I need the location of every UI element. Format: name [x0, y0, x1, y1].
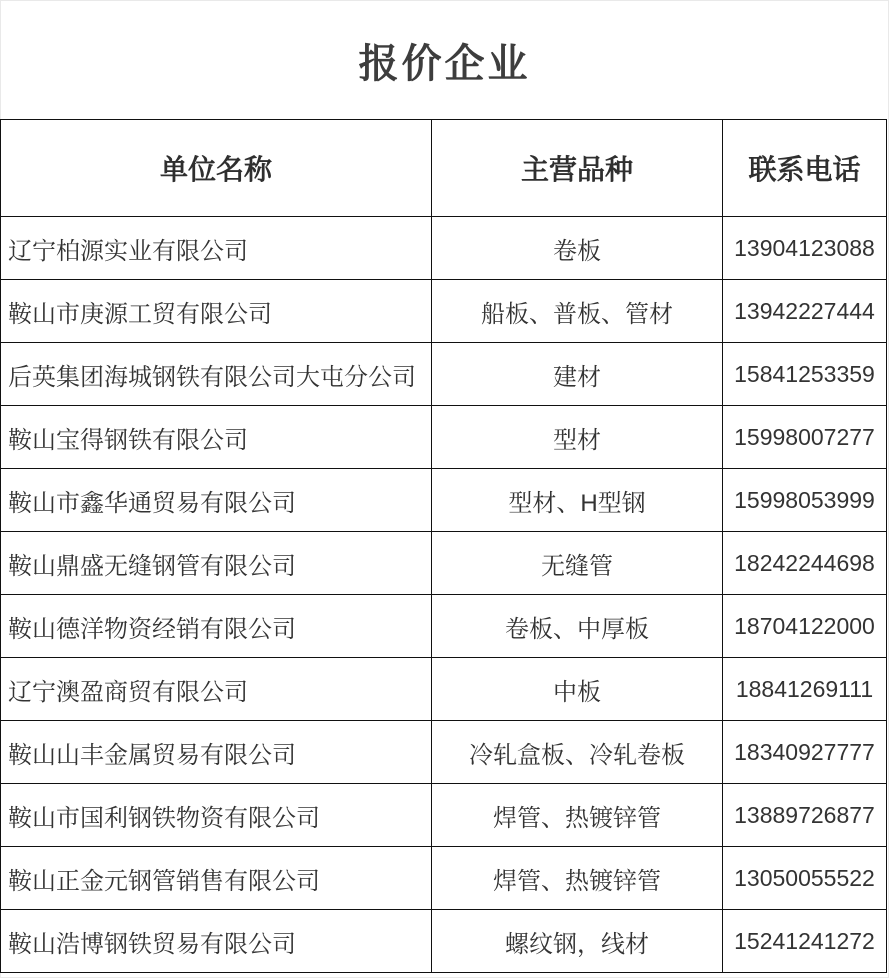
- cell-main-products: 螺纹钢，线材: [432, 910, 723, 973]
- cell-contact-phone: 15998007277: [723, 406, 887, 469]
- cell-contact-phone: 13889726877: [723, 784, 887, 847]
- cell-company-name: 辽宁柏源实业有限公司: [1, 217, 432, 280]
- table-row: [1, 469, 887, 532]
- cell-company-name: 鞍山市国利钢铁物资有限公司: [1, 784, 432, 847]
- cell-contact-phone: 15998053999: [723, 469, 887, 532]
- cell-contact-phone: 15841253359: [723, 343, 887, 406]
- cell-main-products: 船板、普板、管材: [432, 280, 723, 343]
- table-row: [1, 217, 887, 280]
- table-row: [1, 910, 887, 973]
- table-header-row: [1, 120, 887, 217]
- cell-company-name: 鞍山正金元钢管销售有限公司: [1, 847, 432, 910]
- cell-main-products: 中板: [432, 658, 723, 721]
- cell-main-products: 型材: [432, 406, 723, 469]
- cell-company-name: 鞍山鼎盛无缝钢管有限公司: [1, 532, 432, 595]
- cell-contact-phone: 18841269111: [723, 658, 887, 721]
- quote-companies-table: [0, 119, 887, 973]
- table-row: [1, 343, 887, 406]
- header-cell-company-name: 单位名称: [1, 120, 432, 217]
- table-row: [1, 721, 887, 784]
- cell-main-products: 冷轧盒板、冷轧卷板: [432, 721, 723, 784]
- cell-contact-phone: 13942227444: [723, 280, 887, 343]
- cell-main-products: 焊管、热镀锌管: [432, 784, 723, 847]
- cell-contact-phone: 13050055522: [723, 847, 887, 910]
- cell-contact-phone: 18340927777: [723, 721, 887, 784]
- table-row: [1, 532, 887, 595]
- table-row: [1, 406, 887, 469]
- cell-company-name: 鞍山德洋物资经销有限公司: [1, 595, 432, 658]
- cell-contact-phone: 18242244698: [723, 532, 887, 595]
- table-row: [1, 280, 887, 343]
- title-block: [1, 1, 888, 119]
- header-cell-contact-phone: 联系电话: [723, 120, 887, 217]
- cell-company-name: 辽宁澳盈商贸有限公司: [1, 658, 432, 721]
- cell-company-name: 鞍山浩博钢铁贸易有限公司: [1, 910, 432, 973]
- cell-contact-phone: 15241241272: [723, 910, 887, 973]
- page-title: 报价企业: [358, 41, 531, 86]
- cell-company-name: 鞍山市庚源工贸有限公司: [1, 280, 432, 343]
- cell-main-products: 卷板: [432, 217, 723, 280]
- cell-company-name: 鞍山市鑫华通贸易有限公司: [1, 469, 432, 532]
- table-row: [1, 784, 887, 847]
- cell-main-products: 无缝管: [432, 532, 723, 595]
- cell-main-products: 建材: [432, 343, 723, 406]
- cell-contact-phone: 13904123088: [723, 217, 887, 280]
- table-row: [1, 595, 887, 658]
- table-row: [1, 847, 887, 910]
- cell-company-name: 后英集团海城钢铁有限公司大屯分公司: [1, 343, 432, 406]
- cell-main-products: 卷板、中厚板: [432, 595, 723, 658]
- cell-company-name: 鞍山山丰金属贸易有限公司: [1, 721, 432, 784]
- table-row: [1, 658, 887, 721]
- cell-company-name: 鞍山宝得钢铁有限公司: [1, 406, 432, 469]
- cell-contact-phone: 18704122000: [723, 595, 887, 658]
- cell-main-products: 焊管、热镀锌管: [432, 847, 723, 910]
- cell-main-products: 型材、H型钢: [432, 469, 723, 532]
- header-cell-main-products: 主营品种: [432, 120, 723, 217]
